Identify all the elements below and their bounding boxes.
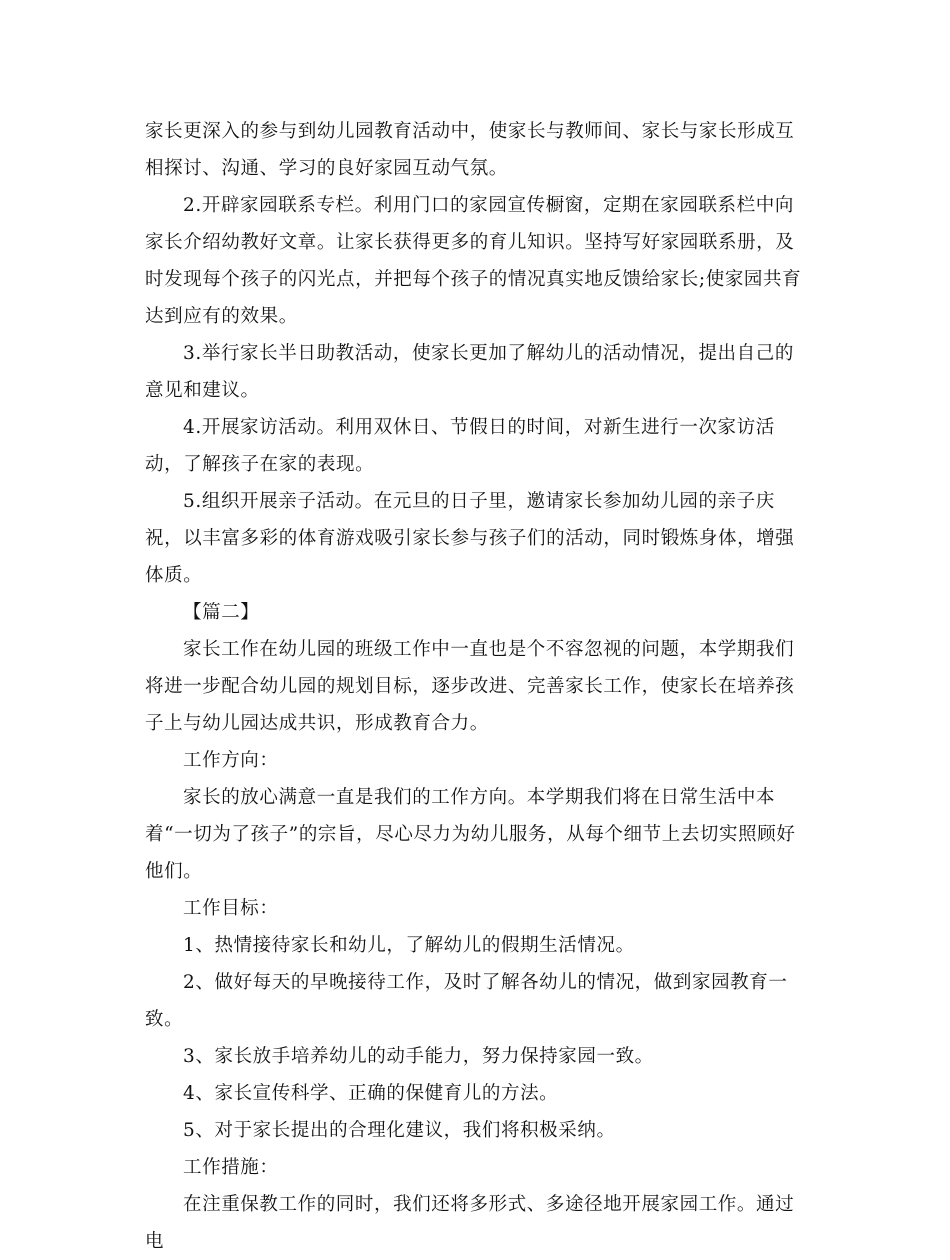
goal-item-1: 1、热情接待家长和幼儿，了解幼儿的假期生活情况。 xyxy=(183,935,635,956)
paragraph-4: 4.开展家访活动。利用双休日、节假日的时间，对新生进行一次家访活动，了解孩子在家的表现。 xyxy=(145,417,775,475)
subheading-measures: 工作措施： xyxy=(183,1157,279,1178)
paragraph-7: 家长工作在幼儿园的班级工作中一直也是个不容忽视的问题，本学期我们将进一步配合幼儿园的规划目标，逐步改进、完善家长工作，使家长在培养孩子上与幼儿园达成共识，形成教育合力。 xyxy=(145,639,795,734)
paragraph-9: 家长的放心满意一直是我们的工作方向。本学期我们将在日常生活中本着“一切为了孩子”的宗旨，尽心尽力为幼儿服务，从每个细节上去切实照顾好他们。 xyxy=(145,787,796,882)
goal-item-3: 3、家长放手培养幼儿的动手能力，努力保持家园一致。 xyxy=(183,1046,654,1067)
paragraph-5: 5.组织开展亲子活动。在元旦的日子里，邀请家长参加幼儿园的亲子庆祝，以丰富多彩的体育游戏吸引家长参与孩子们的活动，同时锻炼身体，增强体质。 xyxy=(145,491,795,586)
subheading-direction: 工作方向： xyxy=(183,750,279,771)
paragraph-17: 在注重保教工作的同时，我们还将多形式、多途径地开展家园工作。通过电 xyxy=(145,1194,795,1252)
paragraph-1: 家长更深入的参与到幼儿园教育活动中，使家长与教师间、家长与家长形成互相探讨、沟通、学习的良好家园互动气氛。 xyxy=(145,121,795,179)
document-body xyxy=(145,113,805,1260)
paragraph-3: 3.举行家长半日助教活动，使家长更加了解幼儿的活动情况，提出自己的意见和建议。 xyxy=(145,343,794,401)
goal-item-5: 5、对于家长提出的合理化建议，我们将积极采纳。 xyxy=(183,1120,616,1141)
subheading-goals: 工作目标： xyxy=(183,898,279,919)
goal-item-2: 2、做好每天的早晚接待工作，及时了解各幼儿的情况，做到家园教育一致。 xyxy=(145,972,788,1030)
paragraph-2: 2.开辟家园联系专栏。利用门口的家园宣传橱窗，定期在家园联系栏中向家长介绍幼教好文章。让家长获得更多的育儿知识。坚持写好家园联系册，及时发现每个孩子的闪光点，并把每个孩子的情况真实地反馈给家长;使家园共育达到应有的效果。 xyxy=(145,195,802,327)
section-heading: 【篇二】 xyxy=(183,602,260,623)
goal-item-4: 4、家长宣传科学、正确的保健育儿的方法。 xyxy=(183,1083,559,1104)
